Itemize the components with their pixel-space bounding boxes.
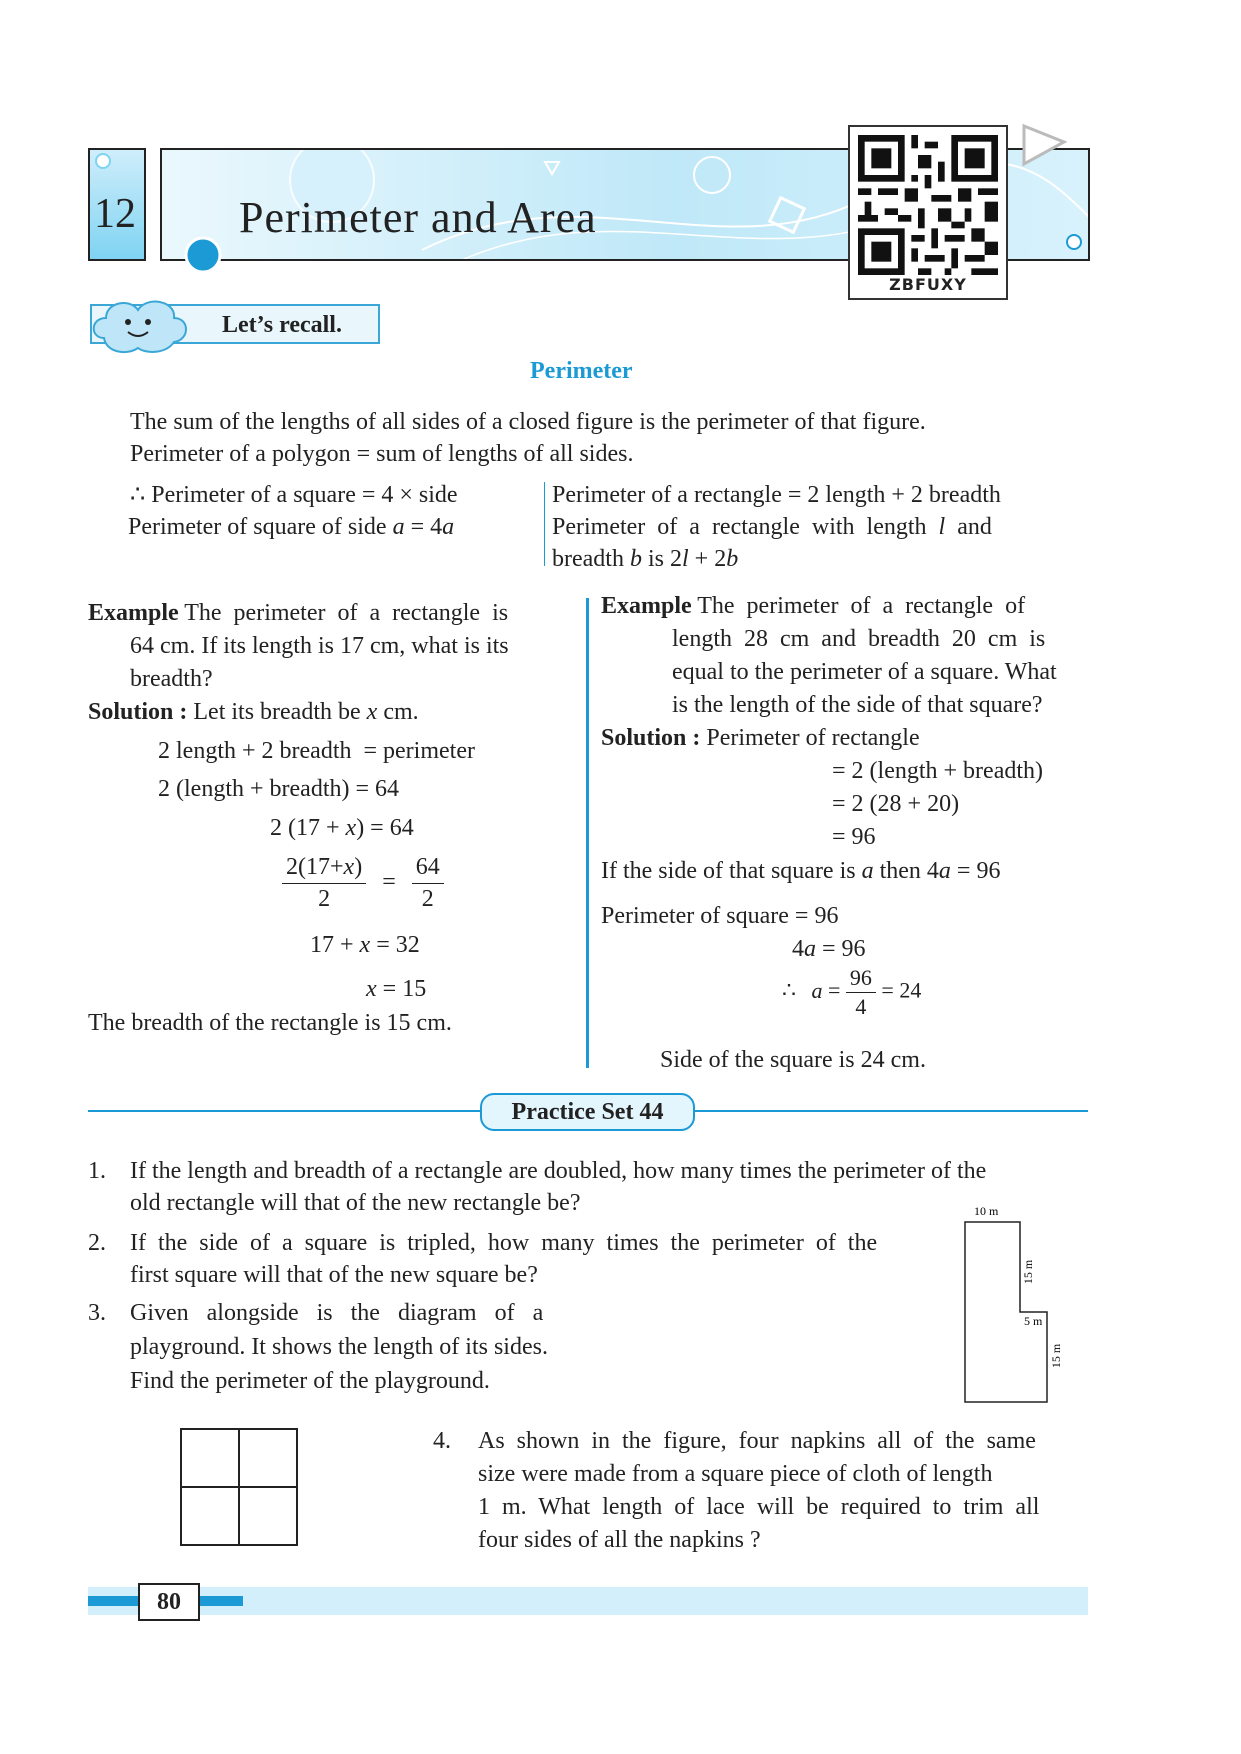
- therefore-symbol: ∴: [782, 977, 796, 1003]
- example1-step3: [270, 813, 414, 844]
- example2-a-result: [782, 964, 921, 1021]
- q2-line1: If the side of a square is tripled, how many times the perimeter of the: [130, 1230, 878, 1256]
- text-span: breadth: [552, 546, 630, 572]
- example2-side-line: [601, 856, 1000, 887]
- fraction-left: [282, 852, 366, 915]
- fraction-numerator: 96: [846, 964, 876, 993]
- example-label: Example: [601, 593, 692, 619]
- example1-question-line3: breadth?: [130, 666, 213, 692]
- rectangle-formula-line: [552, 544, 738, 575]
- text-span: cm.: [377, 699, 419, 725]
- q4-line1: As shown in the figure, four napkins all of the same: [478, 1428, 1036, 1454]
- page-number: 80: [138, 1583, 200, 1621]
- q3-line3: Find the perimeter of the playground.: [130, 1368, 490, 1394]
- fraction-numerator: 64: [412, 852, 444, 884]
- text-span: = 24: [875, 977, 922, 1003]
- text-span: then 4: [873, 858, 939, 884]
- text-span: 17 +: [310, 932, 360, 958]
- var-b: b: [629, 546, 642, 572]
- fraction-denominator: 2: [318, 886, 331, 912]
- var-x: x: [345, 815, 357, 841]
- text-span: = 4: [404, 514, 443, 540]
- example2-step1: = 2 (length + breadth): [832, 758, 1044, 784]
- q2-number: 2.: [88, 1230, 106, 1256]
- q3-number: 3.: [88, 1300, 106, 1326]
- text-span: 2(17+: [286, 854, 344, 880]
- solution-label: Solution :: [88, 699, 188, 725]
- playground-diagram: [960, 1200, 1080, 1410]
- text-span: The perimeter of a rectangle of: [691, 593, 1026, 619]
- q4-line2: size were made from a square piece of cloth of length: [478, 1461, 993, 1487]
- var-b: b: [726, 546, 739, 572]
- var-x: x: [343, 854, 355, 880]
- lets-recall-label: Let’s recall.: [222, 312, 342, 338]
- example2-conclusion: Side of the square is 24 cm.: [660, 1047, 926, 1073]
- text-span: Perimeter of square of side: [128, 514, 393, 540]
- perimeter-heading: Perimeter: [530, 358, 633, 384]
- var-a: a: [861, 858, 874, 884]
- fraction: [846, 964, 876, 1021]
- qr-code-icon: [858, 135, 998, 275]
- cloud-mascot-icon: [86, 292, 196, 364]
- label-step: 5 m: [1024, 1314, 1043, 1328]
- q3-line2: playground. It shows the length of its sides.: [130, 1334, 548, 1360]
- var-a: a: [442, 514, 455, 540]
- chapter-number: 12: [94, 191, 136, 237]
- var-a: a: [938, 858, 951, 884]
- equals-sign: =: [822, 977, 841, 1003]
- q4-number: 4.: [433, 1428, 451, 1454]
- text-span: = 15: [376, 976, 427, 1002]
- recap-divider: [544, 482, 545, 566]
- label-upper-right: 15 m: [1021, 1259, 1035, 1285]
- text-span: 2 (17 +: [270, 815, 346, 841]
- q1-line2: old rectangle will that of the new rectangle be?: [130, 1190, 581, 1216]
- label-top: 10 m: [974, 1204, 999, 1218]
- text-span: The perimeter of a rectangle is: [178, 600, 509, 626]
- rectangle-perimeter-line: Perimeter of a rectangle = 2 length + 2 breadth: [552, 482, 1001, 508]
- examples-divider: [586, 598, 589, 1068]
- napkins-diagram: [180, 1428, 300, 1548]
- example1-step4: [282, 852, 444, 915]
- example1-question: [88, 598, 508, 629]
- square-perimeter-line: ∴ Perimeter of a square = 4 × side: [130, 482, 458, 508]
- circle-decoration-icon: [94, 152, 114, 172]
- solution-label: Solution :: [601, 725, 701, 751]
- text-span: = 32: [370, 932, 420, 958]
- example2-question-line4: is the length of the side of that square?: [672, 692, 1043, 718]
- example1-question-line2: 64 cm. If its length is 17 cm, what is its: [130, 633, 509, 659]
- label-lower-right: 15 m: [1049, 1343, 1063, 1369]
- square-side-perimeter-line: [128, 512, 454, 543]
- rectangle-lb-perimeter-line: [552, 512, 1087, 543]
- example1-step1: 2 length + 2 breadth = perimeter: [158, 738, 475, 764]
- q1-line1: If the length and breadth of a rectangle are doubled, how many times the perimeter of the: [130, 1158, 987, 1184]
- text-span: ) = 64: [356, 815, 414, 841]
- equals-sign: =: [382, 869, 396, 896]
- text-span: 4: [792, 936, 804, 962]
- qr-code-card[interactable]: [848, 125, 1008, 300]
- text-span: = 96: [816, 936, 866, 962]
- polygon-perimeter-line: Perimeter of a polygon = sum of lengths of all sides.: [130, 441, 634, 467]
- var-x: x: [366, 976, 377, 1002]
- text-span: ): [354, 854, 363, 880]
- example2-step2: = 2 (28 + 20): [832, 791, 960, 817]
- example2-question-line3: equal to the perimeter of a square. What: [672, 659, 1057, 685]
- fraction-right: [412, 852, 444, 915]
- q4-line4: four sides of all the napkins ?: [478, 1527, 761, 1553]
- example2-perimeter-square: Perimeter of square = 96: [601, 903, 839, 929]
- q3-line1: Given alongside is the diagram of a: [130, 1300, 544, 1326]
- fraction-denominator: 2: [421, 886, 434, 912]
- q1-number: 1.: [88, 1158, 106, 1184]
- play-triangle-icon: [1020, 122, 1070, 170]
- blue-dot-icon: [183, 235, 223, 275]
- example1-conclusion: The breadth of the rectangle is 15 cm.: [88, 1010, 452, 1036]
- definition-line: The sum of the lengths of all sides of a closed figure is the perimeter of that figure.: [130, 409, 926, 435]
- practice-set-title: Practice Set 44: [480, 1093, 695, 1131]
- text-span: and: [945, 514, 992, 540]
- example2-question: [601, 591, 1025, 622]
- var-a: a: [392, 514, 405, 540]
- qr-code-label: ZBFUXY: [889, 275, 967, 294]
- var-x: x: [359, 932, 371, 958]
- lets-recall-tag: [90, 304, 380, 344]
- text-span: If the side of that square is: [601, 858, 862, 884]
- var-l: l: [938, 514, 946, 540]
- text-span: Perimeter of rectangle: [700, 725, 920, 751]
- example2-solution: [601, 723, 920, 754]
- text-span: = 96: [950, 858, 1001, 884]
- example1-solution: [88, 697, 419, 728]
- text-span: Let its breadth be: [187, 699, 367, 725]
- example1-step5: [310, 930, 420, 961]
- text-span: + 2: [688, 546, 727, 572]
- var-x: x: [366, 699, 378, 725]
- example2-question-line2: length 28 cm and breadth 20 cm is: [672, 626, 1046, 652]
- fraction-denominator: 4: [855, 994, 867, 1019]
- var-a: a: [811, 977, 823, 1003]
- q4-line3: 1 m. What length of lace will be required to trim all: [478, 1494, 1040, 1520]
- example1-step2: 2 (length + breadth) = 64: [158, 776, 400, 802]
- text-span: is 2: [641, 546, 682, 572]
- var-l: l: [681, 546, 689, 572]
- example-label: Example: [88, 600, 179, 626]
- example2-step3: = 96: [832, 824, 876, 850]
- example1-step6: [366, 974, 426, 1005]
- q2-line2: first square will that of the new square be?: [130, 1262, 538, 1288]
- text-span: Perimeter of a rectangle with length: [552, 514, 939, 540]
- var-a: a: [804, 936, 816, 962]
- example2-four-a: [792, 934, 866, 965]
- chapter-title: Perimeter and Area: [239, 193, 597, 242]
